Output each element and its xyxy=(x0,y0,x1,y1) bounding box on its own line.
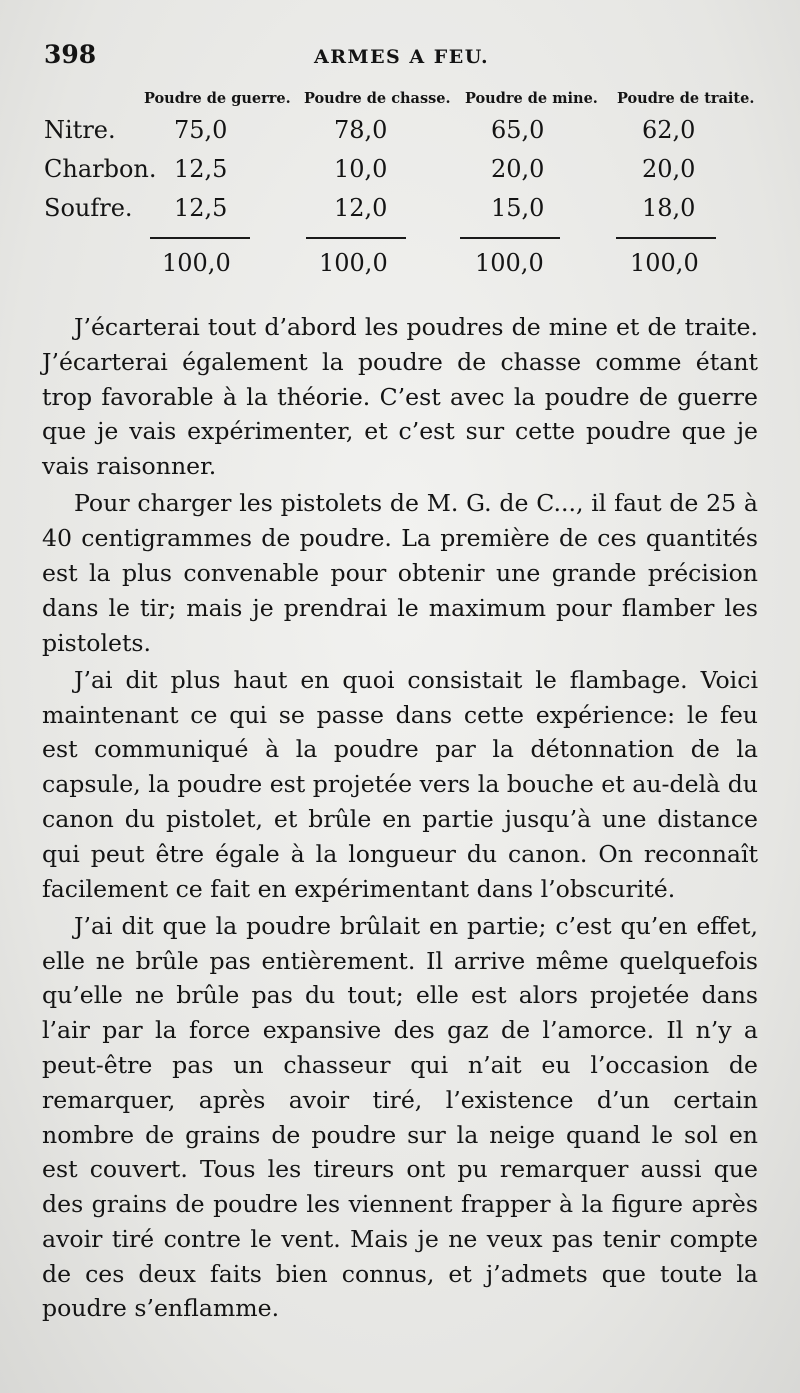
total-cell: 100,0 xyxy=(319,249,388,277)
table-header-row xyxy=(44,86,764,116)
column-header-chasse: Poudre de chasse. xyxy=(304,90,451,107)
row-label: Nitre. xyxy=(44,116,116,144)
page-number: 398 xyxy=(44,40,97,69)
table-cell: 62,0 xyxy=(642,116,696,144)
table-cell: 18,0 xyxy=(642,194,696,222)
row-label: Soufre. xyxy=(44,194,133,222)
table-cell: 20,0 xyxy=(642,155,696,183)
total-cell: 100,0 xyxy=(162,249,231,277)
paragraph: J’ai dit plus haut en quoi consistait le flambage. Voici maintenant ce qui se passe dans cette expérience: le feu est communiqué à la poudre par la détonnation de la capsule, la poudre est projetée vers la bouche et au-delà du canon du pistolet, et brûle en partie jusqu’à une distance qui peut être égale à la longueur du canon. On reconnaît facilement ce fait en expérimentant dans l’obscurité. xyxy=(42,665,758,903)
column-header-guerre: Poudre de guerre. xyxy=(144,90,291,107)
table-cell: 12,5 xyxy=(174,194,228,222)
running-title: ARMES A FEU. xyxy=(314,46,490,68)
sum-rule xyxy=(306,237,406,239)
table-cell: 15,0 xyxy=(491,194,545,222)
table-cell: 78,0 xyxy=(334,116,388,144)
column-header-mine: Poudre de mine. xyxy=(465,90,598,107)
composition-table xyxy=(44,86,764,285)
sum-rule xyxy=(616,237,716,239)
paragraph: J’écarterai tout d’abord les poudres de mine et de traite. J’écarterai également la poudre de chasse comme étant trop favorable à la théorie. C’est avec la poudre de guerre que je vais expérimenter, et c’est sur cette poudre que je vais raisonner. xyxy=(42,313,758,481)
paragraph: Pour charger les pistolets de M. G. de C..., il faut de 25 à 40 centigrammes de poudre. La première de ces quantités est la plus convenable pour obtenir une grande précision dans le tir; mais je prendrai le maximum pour flamber les pistolets. xyxy=(42,489,758,657)
table-cell: 20,0 xyxy=(491,155,545,183)
page-header xyxy=(44,34,764,74)
sum-rule xyxy=(150,237,250,239)
table-cell: 12,5 xyxy=(174,155,228,183)
table-row-soufre xyxy=(44,194,764,233)
total-cell: 100,0 xyxy=(630,249,699,277)
body-text xyxy=(42,310,758,1329)
table-cell: 75,0 xyxy=(174,116,228,144)
sum-rule xyxy=(460,237,560,239)
total-cell: 100,0 xyxy=(475,249,544,277)
table-cell: 12,0 xyxy=(334,194,388,222)
table-cell: 65,0 xyxy=(491,116,545,144)
table-totals-row xyxy=(44,249,764,285)
column-header-traite: Poudre de traite. xyxy=(617,90,755,107)
table-cell: 10,0 xyxy=(334,155,388,183)
paragraph: J’ai dit que la poudre brûlait en partie; c’est qu’en effet, elle ne brûle pas entièrement. Il arrive même quelquefois qu’elle ne brûle pas du tout; elle est alors projetée dans l’air par la force expansive des gaz de l’amorce. Il n’y a peut-être pas un chasseur qui n’ait eu l’occasion de remarquer, après avoir tiré, l’existence d’un certain nombre de grains de poudre sur la neige quand le sol en est couvert. Tous les tireurs ont pu remarquer aussi que des grains de poudre les viennent frapper à la figure après avoir tiré contre le vent. Mais je ne veux pas tenir compte de ces deux faits bien connus, et j’admets que toute la poudre s’enflamme. xyxy=(42,911,758,1323)
table-row-nitre xyxy=(44,116,764,155)
row-label: Charbon. xyxy=(44,155,157,183)
table-row-charbon xyxy=(44,155,764,194)
sum-rules xyxy=(44,233,764,249)
